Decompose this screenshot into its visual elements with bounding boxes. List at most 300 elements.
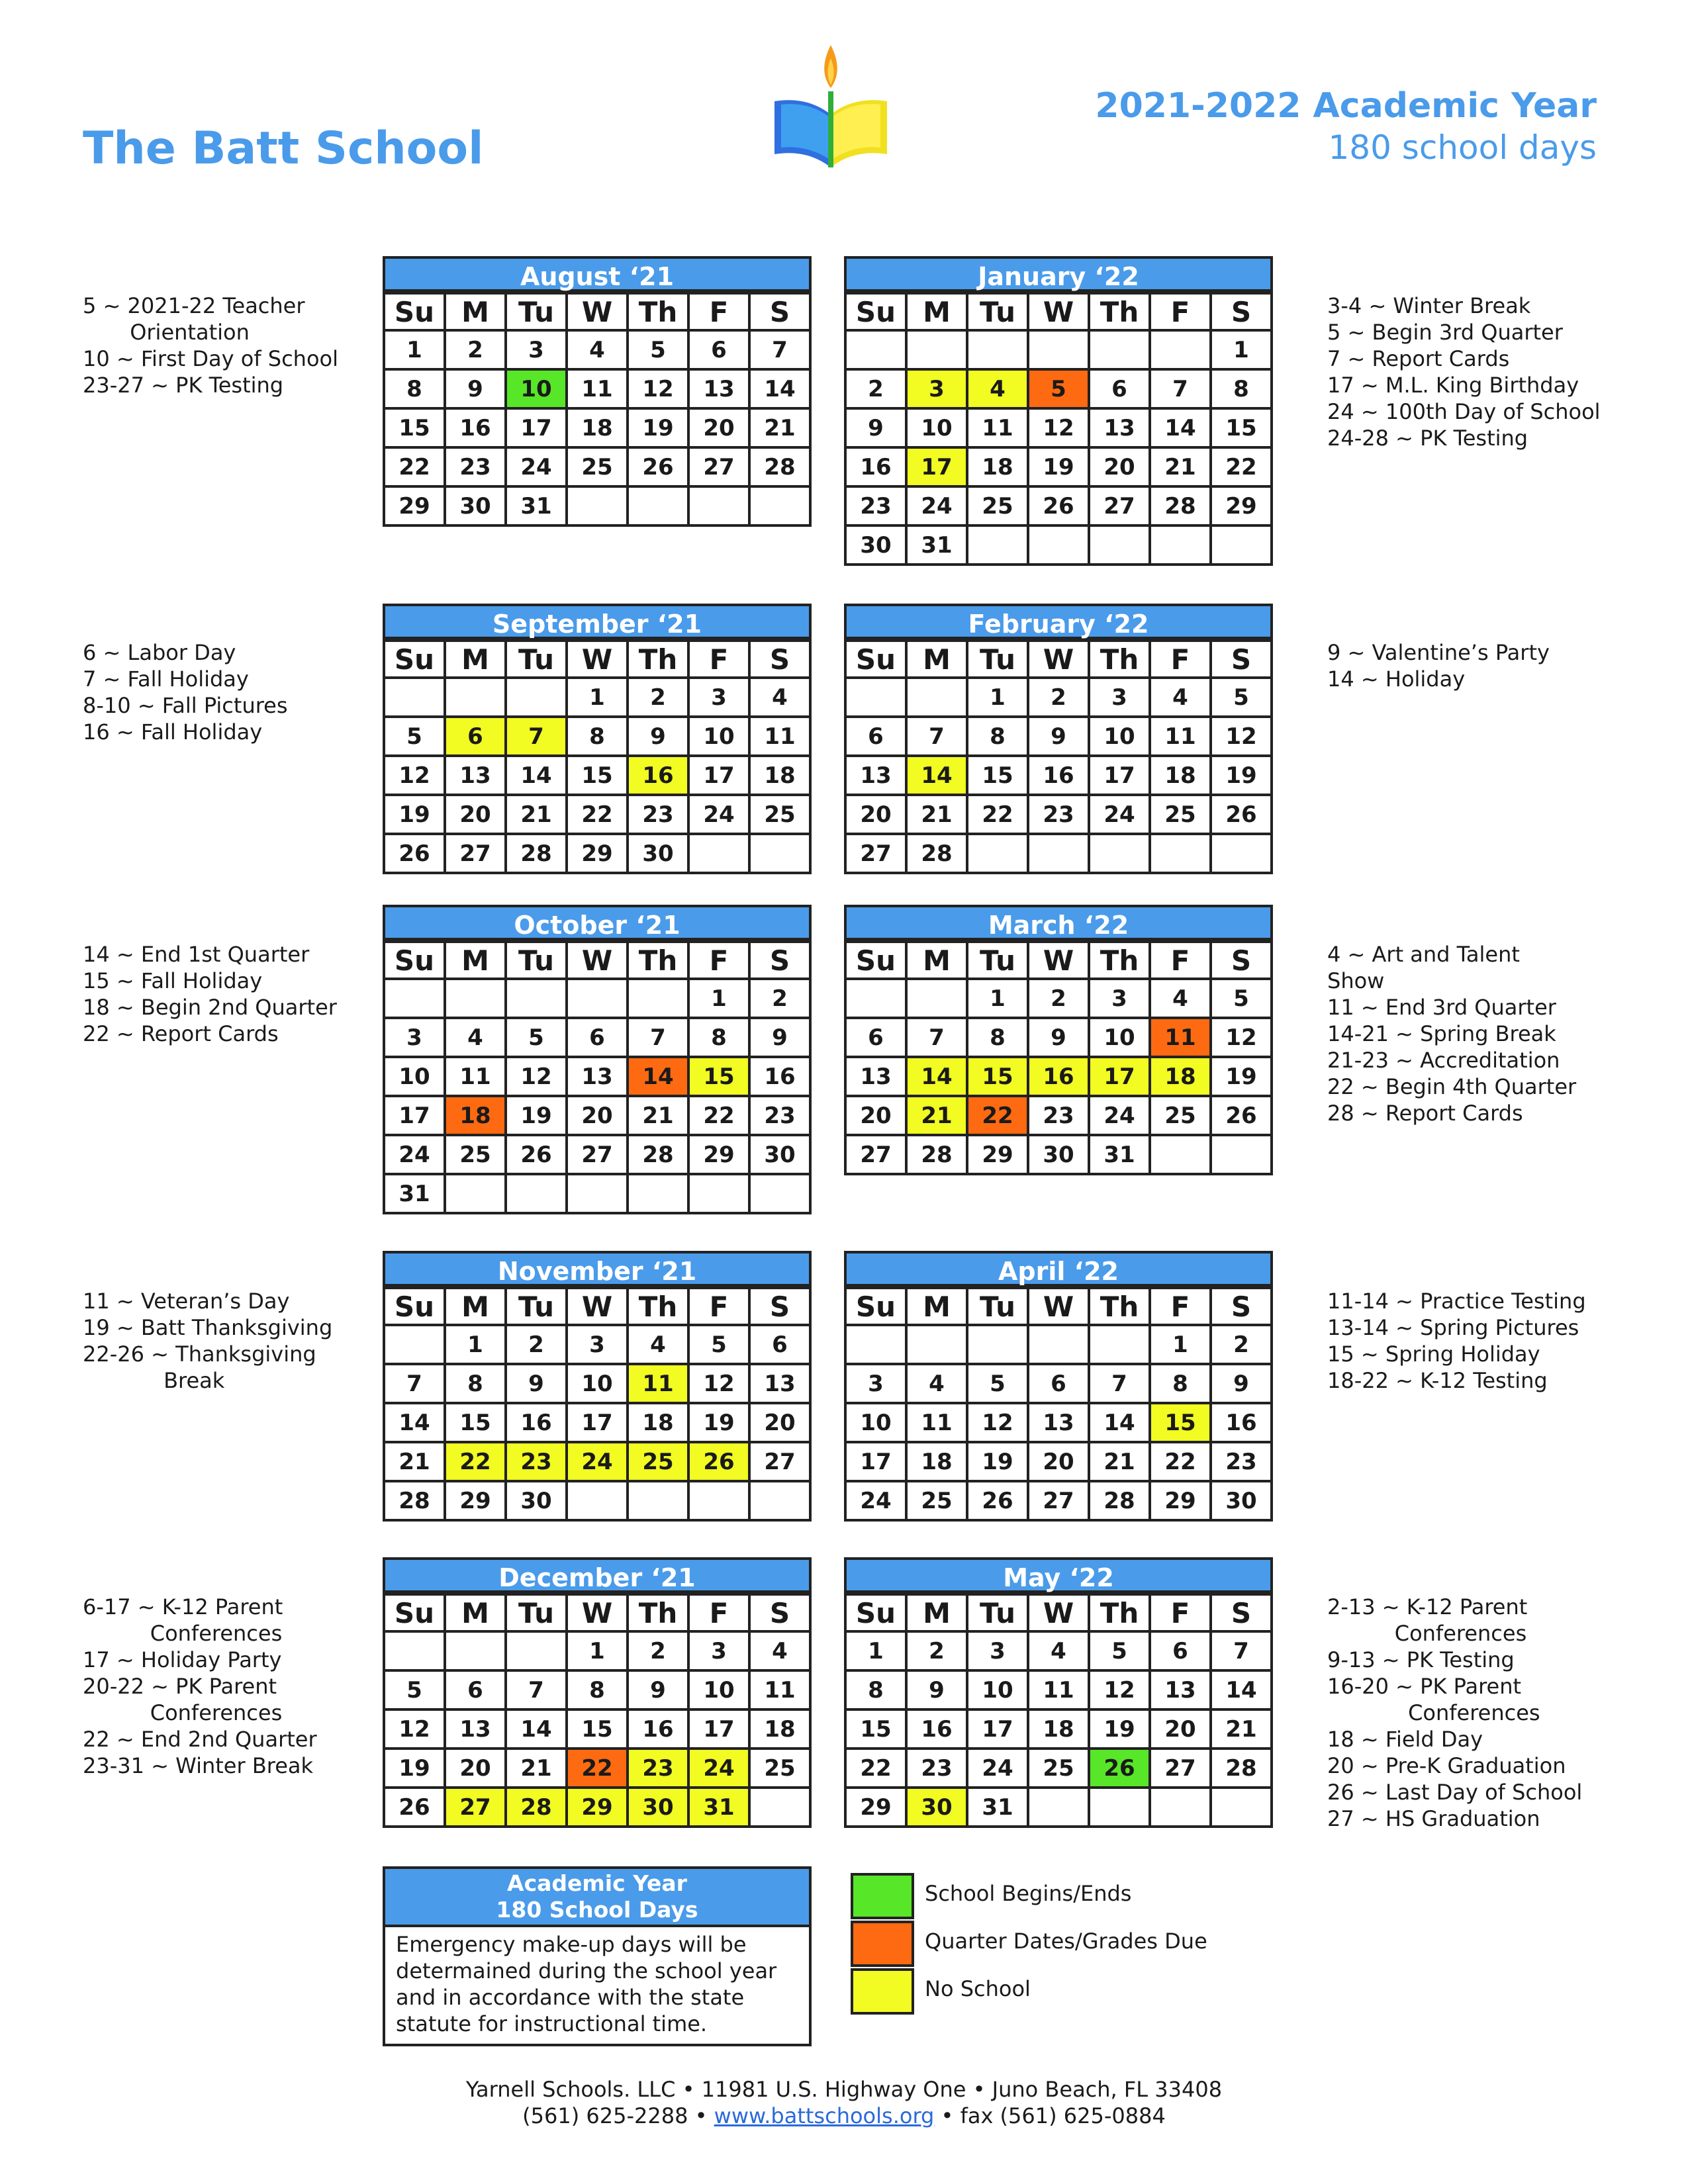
day-cell: 18 — [567, 408, 628, 447]
weekday-label: M — [906, 1288, 967, 1325]
weekday-header-row — [845, 293, 1272, 330]
day-cell: 17 — [688, 756, 749, 795]
empty-day-cell — [1211, 525, 1272, 565]
day-cell: 11 — [749, 717, 810, 756]
day-cell: 24 — [1089, 1096, 1150, 1135]
day-cell: 21 — [384, 1442, 445, 1481]
day-cell: 29 — [845, 1788, 906, 1827]
week-row — [384, 1670, 810, 1709]
weekday-label: Th — [628, 1594, 688, 1631]
day-cell: 8 — [688, 1018, 749, 1057]
day-cell: 31 — [384, 1174, 445, 1213]
day-cell: 30 — [506, 1481, 567, 1520]
calendar-dec — [383, 1557, 812, 1828]
weekday-label: Tu — [506, 293, 567, 330]
day-cell: 9 — [1028, 1018, 1089, 1057]
week-row — [845, 330, 1272, 369]
day-cell: 20 — [567, 1096, 628, 1135]
day-cell: 30 — [1211, 1481, 1272, 1520]
week-row — [845, 1364, 1272, 1403]
empty-day-cell — [628, 1481, 688, 1520]
weekday-header-row — [845, 1288, 1272, 1325]
day-cell: 5 — [506, 1018, 567, 1057]
day-cell: 17 — [506, 408, 567, 447]
empty-day-cell — [1028, 525, 1089, 565]
week-row — [384, 717, 810, 756]
month-grid — [383, 1593, 812, 1828]
weekday-label: S — [1211, 1288, 1272, 1325]
weekday-header-row — [384, 1288, 810, 1325]
weekday-label: Th — [628, 942, 688, 979]
day-cell: 10 — [688, 1670, 749, 1709]
notes-nov: 11 ~ Veteran’s Day 19 ~ Batt Thanksgiving 22-26 ~ Thanksgiving Break — [83, 1289, 333, 1393]
day-cell: 15 — [1150, 1403, 1211, 1442]
month-title: February ‘22 — [844, 604, 1273, 639]
calendar-feb — [844, 604, 1273, 874]
week-row — [845, 1481, 1272, 1520]
weekday-label: Tu — [967, 293, 1028, 330]
weekday-label: M — [445, 1594, 506, 1631]
day-cell: 4 — [749, 678, 810, 717]
day-cell: 4 — [1028, 1631, 1089, 1670]
day-cell: 2 — [1028, 979, 1089, 1018]
empty-day-cell — [506, 979, 567, 1018]
day-cell: 31 — [967, 1788, 1028, 1827]
day-cell: 4 — [445, 1018, 506, 1057]
legend-label: School Begins/Ends — [925, 1881, 1132, 1906]
day-cell: 5 — [628, 330, 688, 369]
weekday-label: Su — [384, 1594, 445, 1631]
empty-day-cell — [749, 486, 810, 525]
notes-apr: 11-14 ~ Practice Testing 13-14 ~ Spring Pictures 15 ~ Spring Holiday 18-22 ~ K-12 Testing — [1327, 1289, 1586, 1393]
day-cell: 5 — [384, 1670, 445, 1709]
weekday-label: Su — [384, 942, 445, 979]
month-grid — [844, 639, 1273, 874]
day-cell: 4 — [749, 1631, 810, 1670]
empty-day-cell — [845, 678, 906, 717]
day-cell: 12 — [384, 1709, 445, 1749]
week-row — [845, 1442, 1272, 1481]
month-title: March ‘22 — [844, 905, 1273, 940]
day-cell: 6 — [1028, 1364, 1089, 1403]
day-cell: 24 — [688, 795, 749, 834]
day-cell: 13 — [1028, 1403, 1089, 1442]
weekday-label: F — [688, 1594, 749, 1631]
day-cell: 29 — [967, 1135, 1028, 1174]
day-cell: 13 — [445, 756, 506, 795]
weekday-label: S — [749, 942, 810, 979]
day-cell: 17 — [845, 1442, 906, 1481]
weekday-label: W — [1028, 1594, 1089, 1631]
day-cell: 2 — [1028, 678, 1089, 717]
day-cell: 16 — [506, 1403, 567, 1442]
day-cell: 3 — [967, 1631, 1028, 1670]
weekday-label: Th — [1089, 641, 1150, 678]
calendar-may — [844, 1557, 1273, 1828]
week-row — [845, 1096, 1272, 1135]
day-cell: 6 — [688, 330, 749, 369]
empty-day-cell — [628, 486, 688, 525]
day-cell: 22 — [1150, 1442, 1211, 1481]
day-cell: 8 — [445, 1364, 506, 1403]
weekday-label: S — [749, 641, 810, 678]
weekday-header-row — [845, 942, 1272, 979]
empty-day-cell — [906, 1325, 967, 1364]
weekday-header-row — [384, 1594, 810, 1631]
week-row — [384, 1096, 810, 1135]
day-cell: 4 — [628, 1325, 688, 1364]
day-cell: 4 — [967, 369, 1028, 408]
weekday-label: Th — [1089, 1288, 1150, 1325]
empty-day-cell — [445, 979, 506, 1018]
week-row — [384, 834, 810, 873]
day-cell: 13 — [845, 756, 906, 795]
day-cell: 13 — [688, 369, 749, 408]
week-row — [845, 1403, 1272, 1442]
day-cell: 18 — [628, 1403, 688, 1442]
day-cell: 19 — [688, 1403, 749, 1442]
day-cell: 6 — [845, 717, 906, 756]
empty-day-cell — [384, 979, 445, 1018]
day-cell: 26 — [1089, 1749, 1150, 1788]
empty-day-cell — [1211, 1788, 1272, 1827]
day-cell: 19 — [967, 1442, 1028, 1481]
day-cell: 23 — [445, 447, 506, 486]
week-row — [384, 408, 810, 447]
day-cell: 13 — [445, 1709, 506, 1749]
day-cell: 22 — [845, 1749, 906, 1788]
day-cell: 6 — [1089, 369, 1150, 408]
day-cell: 19 — [628, 408, 688, 447]
day-cell: 12 — [1211, 717, 1272, 756]
day-cell: 19 — [384, 795, 445, 834]
day-cell: 9 — [749, 1018, 810, 1057]
day-cell: 20 — [1089, 447, 1150, 486]
day-cell: 20 — [845, 1096, 906, 1135]
day-cell: 29 — [1211, 486, 1272, 525]
empty-day-cell — [384, 1631, 445, 1670]
day-cell: 11 — [445, 1057, 506, 1096]
weekday-label: Tu — [967, 1594, 1028, 1631]
weekday-label: F — [1150, 1288, 1211, 1325]
day-cell: 23 — [1028, 795, 1089, 834]
notes-oct: 14 ~ End 1st Quarter 15 ~ Fall Holiday 18 ~ Begin 2nd Quarter 22 ~ Report Cards — [83, 942, 337, 1046]
day-cell: 1 — [1211, 330, 1272, 369]
day-cell: 6 — [445, 717, 506, 756]
day-cell: 3 — [688, 1631, 749, 1670]
day-cell: 9 — [1211, 1364, 1272, 1403]
notes-sep: 6 ~ Labor Day 7 ~ Fall Holiday 8-10 ~ Fall Pictures 16 ~ Fall Holiday — [83, 640, 288, 745]
day-cell: 29 — [384, 486, 445, 525]
weekday-label: F — [1150, 942, 1211, 979]
week-row — [384, 330, 810, 369]
academic-year-box — [383, 1866, 812, 2046]
day-cell: 19 — [1028, 447, 1089, 486]
weekday-label: Th — [1089, 293, 1150, 330]
empty-day-cell — [445, 1174, 506, 1213]
empty-day-cell — [845, 1325, 906, 1364]
weekday-label: Th — [628, 1288, 688, 1325]
day-cell: 25 — [1150, 1096, 1211, 1135]
weekday-label: W — [1028, 942, 1089, 979]
footer-phone: (561) 625-2288 • — [522, 2103, 708, 2128]
week-row — [845, 1788, 1272, 1827]
month-grid — [383, 940, 812, 1214]
day-cell: 21 — [506, 795, 567, 834]
day-cell: 14 — [1089, 1403, 1150, 1442]
weekday-label: Th — [628, 641, 688, 678]
footer-address: Yarnell Schools. LLC • 11981 U.S. Highway One • Juno Beach, FL 33408 — [465, 2077, 1223, 2102]
day-cell: 29 — [445, 1481, 506, 1520]
weekday-header-row — [384, 942, 810, 979]
day-cell: 10 — [967, 1670, 1028, 1709]
empty-day-cell — [567, 486, 628, 525]
day-cell: 18 — [445, 1096, 506, 1135]
day-cell: 14 — [506, 756, 567, 795]
empty-day-cell — [445, 678, 506, 717]
legend-label: Quarter Dates/Grades Due — [925, 1929, 1207, 1954]
day-cell: 8 — [567, 1670, 628, 1709]
day-cell: 11 — [1028, 1670, 1089, 1709]
week-row — [845, 1325, 1272, 1364]
weekday-label: M — [906, 293, 967, 330]
academic-year-box-subtitle: 180 School Days — [496, 1897, 698, 1923]
day-cell: 20 — [1028, 1442, 1089, 1481]
day-cell: 3 — [384, 1018, 445, 1057]
legend-swatch — [851, 1921, 914, 1967]
day-cell: 12 — [506, 1057, 567, 1096]
day-cell: 6 — [749, 1325, 810, 1364]
notes-feb: 9 ~ Valentine’s Party 14 ~ Holiday — [1327, 640, 1550, 692]
day-cell: 25 — [1028, 1749, 1089, 1788]
weekday-label: W — [567, 293, 628, 330]
day-cell: 26 — [1211, 795, 1272, 834]
day-cell: 1 — [567, 1631, 628, 1670]
day-cell: 25 — [567, 447, 628, 486]
day-cell: 26 — [1028, 486, 1089, 525]
day-cell: 28 — [506, 1788, 567, 1827]
day-cell: 7 — [506, 1670, 567, 1709]
week-row — [845, 834, 1272, 873]
empty-day-cell — [567, 1481, 628, 1520]
day-cell: 23 — [749, 1096, 810, 1135]
weekday-label: W — [567, 942, 628, 979]
weekday-label: S — [1211, 942, 1272, 979]
day-cell: 27 — [688, 447, 749, 486]
day-cell: 8 — [384, 369, 445, 408]
day-cell: 5 — [688, 1325, 749, 1364]
day-cell: 8 — [967, 717, 1028, 756]
weekday-label: Tu — [967, 1288, 1028, 1325]
day-cell: 26 — [1211, 1096, 1272, 1135]
day-cell: 11 — [567, 369, 628, 408]
day-cell: 5 — [1028, 369, 1089, 408]
weekday-label: Su — [845, 641, 906, 678]
empty-day-cell — [967, 1325, 1028, 1364]
day-cell: 8 — [1211, 369, 1272, 408]
day-cell: 6 — [1150, 1631, 1211, 1670]
month-grid — [844, 292, 1273, 566]
day-cell: 22 — [445, 1442, 506, 1481]
day-cell: 18 — [1150, 1057, 1211, 1096]
week-row — [384, 1631, 810, 1670]
day-cell: 3 — [906, 369, 967, 408]
day-cell: 18 — [749, 1709, 810, 1749]
week-row — [845, 1670, 1272, 1709]
week-row — [845, 795, 1272, 834]
school-logo-book-flame — [768, 38, 894, 171]
day-cell: 23 — [906, 1749, 967, 1788]
day-cell: 26 — [628, 447, 688, 486]
empty-day-cell — [1089, 834, 1150, 873]
legend-item-school-begins-ends — [851, 1873, 1248, 1919]
empty-day-cell — [567, 979, 628, 1018]
empty-day-cell — [749, 1481, 810, 1520]
day-cell: 28 — [384, 1481, 445, 1520]
day-cell: 14 — [1211, 1670, 1272, 1709]
day-cell: 15 — [845, 1709, 906, 1749]
day-cell: 6 — [845, 1018, 906, 1057]
day-cell: 7 — [384, 1364, 445, 1403]
empty-day-cell — [445, 1631, 506, 1670]
day-cell: 20 — [1150, 1709, 1211, 1749]
day-cell: 26 — [506, 1135, 567, 1174]
empty-day-cell — [688, 1174, 749, 1213]
calendar-sep — [383, 604, 812, 874]
weekday-label: Su — [384, 1288, 445, 1325]
legend-swatch — [851, 1873, 914, 1919]
day-cell: 14 — [384, 1403, 445, 1442]
weekday-label: F — [1150, 1594, 1211, 1631]
month-title: April ‘22 — [844, 1251, 1273, 1287]
day-cell: 24 — [567, 1442, 628, 1481]
day-cell: 21 — [1150, 447, 1211, 486]
day-cell: 1 — [567, 678, 628, 717]
week-row — [384, 1749, 810, 1788]
week-row — [845, 1709, 1272, 1749]
week-row — [384, 678, 810, 717]
day-cell: 24 — [384, 1135, 445, 1174]
footer-contact — [0, 2103, 1688, 2128]
day-cell: 22 — [688, 1096, 749, 1135]
day-cell: 30 — [628, 1788, 688, 1827]
empty-day-cell — [749, 1788, 810, 1827]
empty-day-cell — [749, 1174, 810, 1213]
day-cell: 7 — [906, 717, 967, 756]
empty-day-cell — [1150, 1135, 1211, 1174]
day-cell: 18 — [1028, 1709, 1089, 1749]
day-cell: 11 — [906, 1403, 967, 1442]
week-row — [845, 486, 1272, 525]
day-cell: 29 — [567, 1788, 628, 1827]
legend-item-quarter-dates — [851, 1921, 1248, 1967]
weekday-label: Th — [1089, 942, 1150, 979]
day-cell: 16 — [749, 1057, 810, 1096]
day-cell: 28 — [1150, 486, 1211, 525]
day-cell: 24 — [1089, 795, 1150, 834]
day-cell: 28 — [749, 447, 810, 486]
day-cell: 12 — [1089, 1670, 1150, 1709]
legend-label: No School — [925, 1976, 1031, 2001]
day-cell: 22 — [567, 795, 628, 834]
day-cell: 11 — [628, 1364, 688, 1403]
day-cell: 26 — [384, 1788, 445, 1827]
empty-day-cell — [567, 1174, 628, 1213]
day-cell: 22 — [967, 795, 1028, 834]
empty-day-cell — [906, 330, 967, 369]
day-cell: 5 — [1089, 1631, 1150, 1670]
empty-day-cell — [1028, 1788, 1089, 1827]
day-cell: 22 — [567, 1749, 628, 1788]
day-cell: 25 — [445, 1135, 506, 1174]
day-cell: 12 — [688, 1364, 749, 1403]
day-cell: 19 — [384, 1749, 445, 1788]
day-cell: 14 — [749, 369, 810, 408]
day-cell: 13 — [1150, 1670, 1211, 1709]
day-cell: 2 — [906, 1631, 967, 1670]
day-cell: 1 — [845, 1631, 906, 1670]
day-cell: 14 — [628, 1057, 688, 1096]
week-row — [845, 1631, 1272, 1670]
notes-mar: 4 ~ Art and Talent Show 11 ~ End 3rd Quarter 14-21 ~ Spring Break 21-23 ~ Accreditation 22 ~ Begin 4th Quarter 28 ~ Report Cards — [1327, 942, 1577, 1126]
week-row — [845, 369, 1272, 408]
weekday-label: M — [445, 641, 506, 678]
day-cell: 21 — [749, 408, 810, 447]
week-row — [384, 1135, 810, 1174]
empty-day-cell — [1089, 1325, 1150, 1364]
day-cell: 7 — [749, 330, 810, 369]
day-cell: 25 — [906, 1481, 967, 1520]
day-cell: 6 — [445, 1670, 506, 1709]
weekday-label: M — [906, 1594, 967, 1631]
weekday-label: S — [1211, 293, 1272, 330]
empty-day-cell — [384, 678, 445, 717]
footer-website-link[interactable]: www.battschools.org — [714, 2103, 935, 2128]
empty-day-cell — [1150, 834, 1211, 873]
day-cell: 21 — [506, 1749, 567, 1788]
day-cell: 10 — [384, 1057, 445, 1096]
weekday-label: M — [906, 942, 967, 979]
empty-day-cell — [1211, 834, 1272, 873]
day-cell: 27 — [1028, 1481, 1089, 1520]
day-cell: 3 — [1089, 979, 1150, 1018]
month-grid — [844, 1287, 1273, 1522]
day-cell: 13 — [567, 1057, 628, 1096]
day-cell: 1 — [384, 330, 445, 369]
weekday-label: F — [1150, 641, 1211, 678]
empty-day-cell — [906, 678, 967, 717]
day-cell: 3 — [1089, 678, 1150, 717]
day-cell: 17 — [1089, 756, 1150, 795]
day-cell: 14 — [1150, 408, 1211, 447]
empty-day-cell — [967, 834, 1028, 873]
month-title: December ‘21 — [383, 1557, 812, 1593]
empty-day-cell — [1150, 1788, 1211, 1827]
day-cell: 15 — [967, 756, 1028, 795]
day-cell: 21 — [906, 1096, 967, 1135]
week-row — [384, 1364, 810, 1403]
day-cell: 24 — [845, 1481, 906, 1520]
empty-day-cell — [688, 834, 749, 873]
day-cell: 28 — [906, 1135, 967, 1174]
week-row — [845, 756, 1272, 795]
day-cell: 8 — [967, 1018, 1028, 1057]
weekday-header-row — [845, 1594, 1272, 1631]
month-grid — [383, 292, 812, 527]
day-cell: 25 — [1150, 795, 1211, 834]
day-cell: 2 — [1211, 1325, 1272, 1364]
empty-day-cell — [506, 678, 567, 717]
